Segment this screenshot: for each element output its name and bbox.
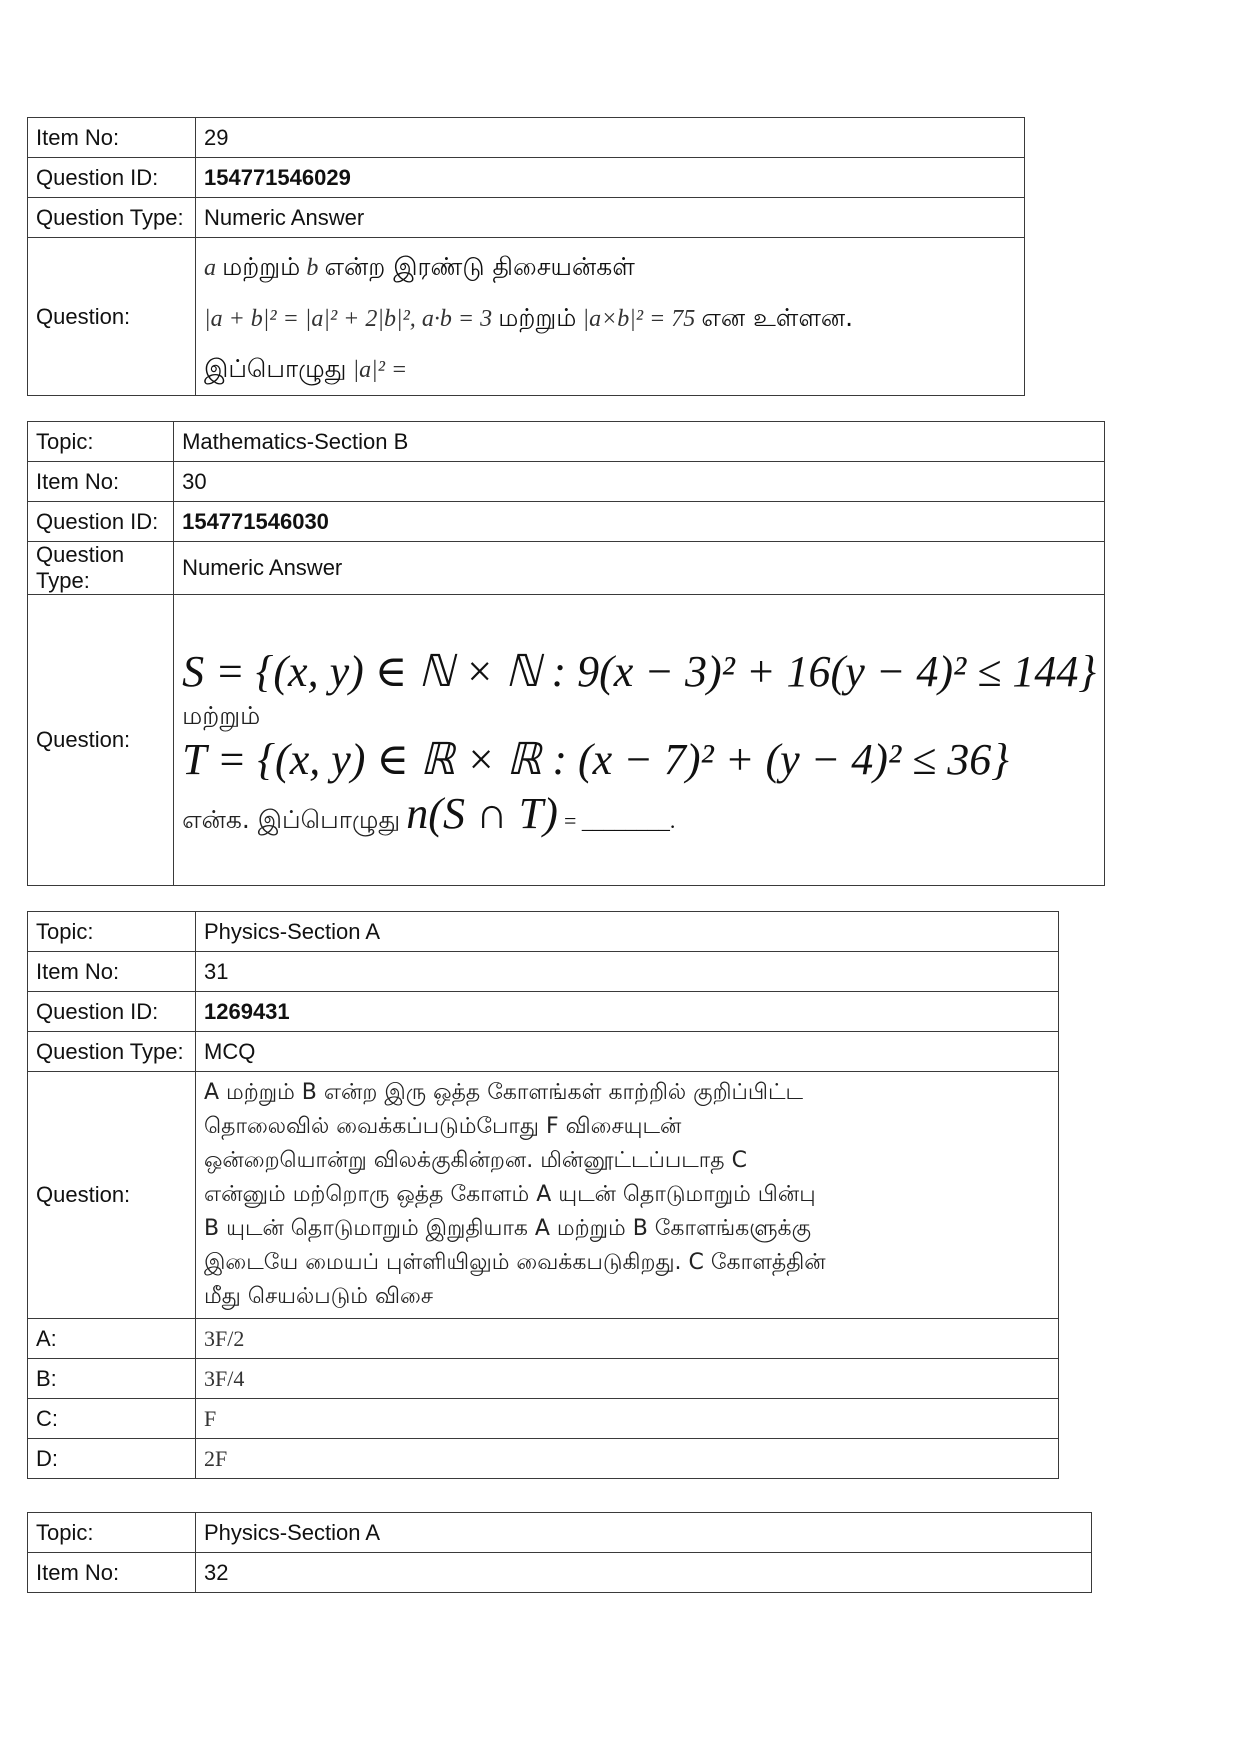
- question-line: என்னும் மற்றொரு ஒத்த கோளம் A யுடன் தொடுமாறும் பின்பு: [204, 1182, 816, 1207]
- vector-b: b: [306, 255, 319, 281]
- option-value-b: 3F/4: [196, 1359, 1059, 1399]
- qid-value: 154771546030: [174, 502, 1105, 542]
- question-block-29: [27, 117, 1025, 396]
- vectors-text: என்ற இரண்டு திசையன்கள்: [324, 252, 635, 281]
- qtype-row: [28, 1032, 1059, 1072]
- qtype-value: MCQ: [196, 1032, 1059, 1072]
- question-text: [196, 1072, 1059, 1319]
- qtype-label: Question Type:: [28, 542, 174, 595]
- qtype-row: [28, 542, 1105, 595]
- equation-2: a·b = 3: [421, 306, 493, 332]
- qid-label: Question ID:: [28, 158, 196, 198]
- qid-row: [28, 158, 1025, 198]
- equation-ask: |a|² =: [352, 357, 408, 383]
- option-row-a: [28, 1319, 1059, 1359]
- vector-a: a: [204, 255, 216, 281]
- option-row-b: [28, 1359, 1059, 1399]
- question-text: [196, 238, 1025, 396]
- topic-value: Physics-Section A: [196, 912, 1059, 952]
- topic-row: [28, 422, 1105, 462]
- option-label-b: B:: [28, 1359, 196, 1399]
- ask-prefix: என்க. இப்பொழுது: [182, 804, 401, 834]
- question-label: Question:: [28, 1072, 196, 1319]
- option-label-c: C:: [28, 1399, 196, 1439]
- equation-3: |a×b|² = 75: [582, 306, 696, 332]
- item-value: 30: [174, 462, 1105, 502]
- option-value-c: F: [196, 1399, 1059, 1439]
- question-block-32: [27, 1512, 1092, 1593]
- item-value: 29: [196, 118, 1025, 158]
- question-text: [174, 595, 1105, 886]
- and-word: மற்றும்: [222, 252, 301, 281]
- question-label: Question:: [28, 238, 196, 396]
- topic-value: Mathematics-Section B: [174, 422, 1105, 462]
- question-line: மீது செயல்படும் விசை: [204, 1284, 434, 1309]
- ask-expression: n(S ∩ T): [406, 788, 558, 838]
- question-line: A மற்றும் B என்ற இரு ஒத்த கோளங்கள் காற்றில் குறிப்பிட்ட: [204, 1080, 803, 1105]
- question-line: ஒன்றையொன்று விலக்குகின்றன. மின்னூட்டப்படாத C: [204, 1148, 747, 1173]
- topic-label: Topic:: [28, 1513, 196, 1553]
- item-label: Item No:: [28, 1553, 196, 1593]
- item-label: Item No:: [28, 462, 174, 502]
- qid-value: 1269431: [196, 992, 1059, 1032]
- question-block-30: [27, 421, 1105, 886]
- item-label: Item No:: [28, 118, 196, 158]
- item-row: [28, 462, 1105, 502]
- topic-row: [28, 1513, 1092, 1553]
- option-row-c: [28, 1399, 1059, 1439]
- qtype-row: [28, 198, 1025, 238]
- qtype-value: Numeric Answer: [174, 542, 1105, 595]
- qid-row: [28, 502, 1105, 542]
- item-row: [28, 118, 1025, 158]
- equation-1: |a + b|² = |a|² + 2|b|²,: [204, 306, 416, 332]
- item-value: 31: [196, 952, 1059, 992]
- topic-row: [28, 912, 1059, 952]
- option-label-d: D:: [28, 1439, 196, 1479]
- topic-value: Physics-Section A: [196, 1513, 1092, 1553]
- question-row: [28, 1072, 1059, 1319]
- given-text: என உள்ளன.: [701, 303, 854, 332]
- qid-label: Question ID:: [28, 992, 196, 1032]
- option-value-a: 3F/2: [196, 1319, 1059, 1359]
- and-word: மற்றும்: [182, 701, 261, 731]
- topic-label: Topic:: [28, 422, 174, 462]
- question-row: [28, 238, 1025, 396]
- question-line: இடையே மையப் புள்ளியிலும் வைக்கபடுகிறது. C கோளத்தின்: [204, 1250, 826, 1275]
- topic-label: Topic:: [28, 912, 196, 952]
- item-row: [28, 952, 1059, 992]
- question-label: Question:: [28, 595, 174, 886]
- question-ask: [182, 790, 1096, 838]
- set-s-formula: S = {(x, y) ∈ ℕ × ℕ : 9(x − 3)² + 16(y − 4)² ≤ 144}: [182, 646, 1096, 696]
- question-line: B யுடன் தொடுமாறும் இறுதியாக A மற்றும் B கோளங்களுக்கு: [204, 1216, 812, 1241]
- qid-row: [28, 992, 1059, 1032]
- option-row-d: [28, 1439, 1059, 1479]
- qid-value: 154771546029: [196, 158, 1025, 198]
- item-row: [28, 1553, 1092, 1593]
- ask-blank: = ________.: [563, 807, 676, 833]
- question-line: தொலைவில் வைக்கப்படும்போது F விசையுடன்: [204, 1114, 682, 1139]
- option-value-d: 2F: [196, 1439, 1059, 1479]
- and-word-2: மற்றும்: [498, 303, 577, 332]
- qtype-value: Numeric Answer: [196, 198, 1025, 238]
- item-label: Item No:: [28, 952, 196, 992]
- item-value: 32: [196, 1553, 1092, 1593]
- qtype-label: Question Type:: [28, 1032, 196, 1072]
- qtype-label: Question Type:: [28, 198, 196, 238]
- now-word: இப்பொழுது: [204, 354, 347, 383]
- qid-label: Question ID:: [28, 502, 174, 542]
- question-row: [28, 595, 1105, 886]
- question-block-31: [27, 911, 1059, 1479]
- option-label-a: A:: [28, 1319, 196, 1359]
- set-t-formula: T = {(x, y) ∈ ℝ × ℝ : (x − 7)² + (y − 4)² ≤ 36}: [182, 734, 1009, 784]
